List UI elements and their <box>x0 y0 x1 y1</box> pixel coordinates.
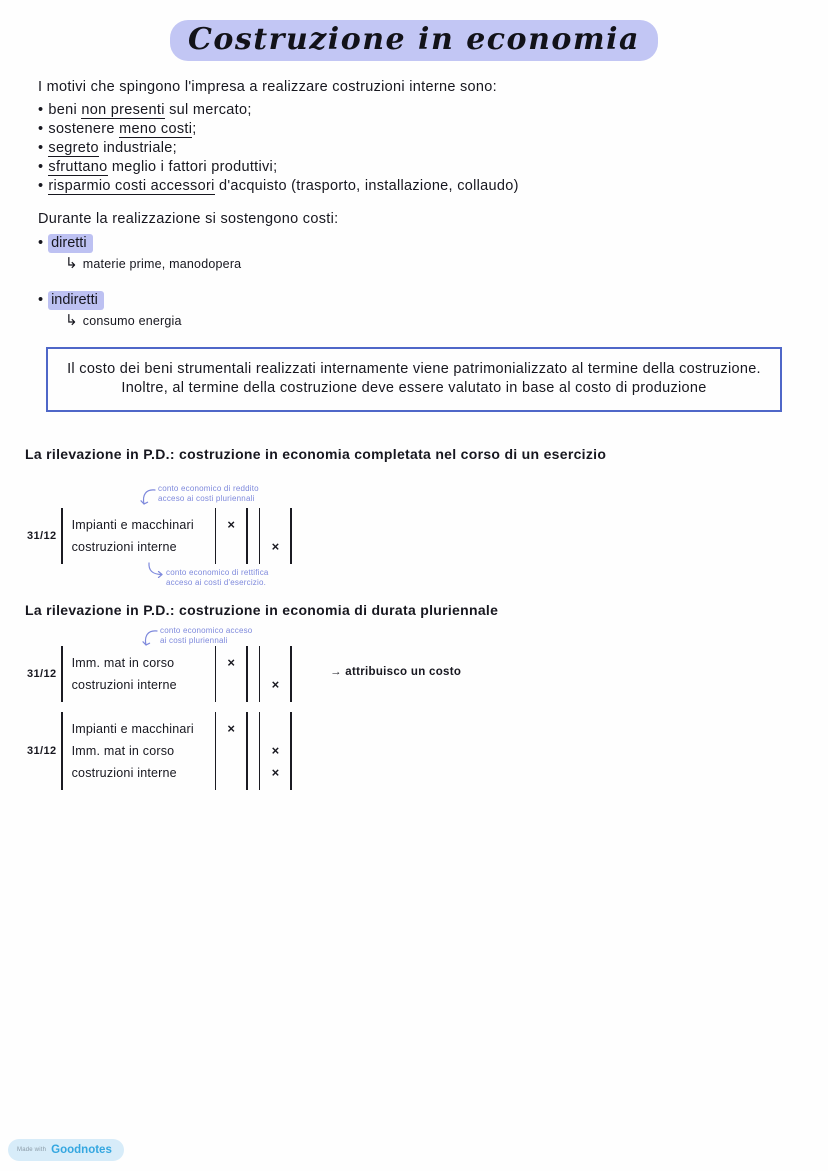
down-right-arrow-icon: ↳ <box>65 255 78 272</box>
bullet-dot: • <box>38 235 44 251</box>
bullet-text: d'acquisto (trasporto, installazione, collaudo) <box>214 178 519 194</box>
page-content <box>0 79 828 800</box>
highlight-label: diretti <box>48 234 92 253</box>
bullet-item <box>38 158 790 177</box>
annotation-top: conto economico acceso ai costi pluriennali <box>160 626 253 645</box>
cost-detail <box>65 254 790 272</box>
journal-vline <box>290 646 292 702</box>
journal-vline <box>290 508 292 564</box>
journal-accounts <box>63 712 215 790</box>
dare-column <box>216 712 246 790</box>
x-mark <box>260 718 290 740</box>
bullet-dot: • <box>38 159 44 175</box>
section-heading-multi-year: La rilevazione in P.D.: costruzione in economia di durata pluriennale <box>25 602 499 618</box>
underlined-text: sfruttano <box>48 159 108 175</box>
note-box: Il costo dei beni strumentali realizzati internamente viene patrimonializzato al termine della costruzione. Inoltre, al termine della costruzione deve essere valutato in base al costo di produzione <box>46 347 782 412</box>
journal-block-single-year <box>27 484 790 596</box>
journal-gap <box>248 508 259 564</box>
bullet-text: sostenere <box>48 121 120 137</box>
journal-gap <box>248 646 259 702</box>
account-row: Imm. mat in corso <box>71 744 175 758</box>
x-mark: × <box>271 765 280 780</box>
x-mark: × <box>271 677 280 692</box>
dare-column <box>216 646 246 702</box>
journal-date: 31/12 <box>27 668 57 680</box>
cost-detail-text: consumo energia <box>82 314 182 328</box>
goodnotes-brand: Goodnotes <box>51 1144 112 1156</box>
bullet-dot: • <box>38 292 44 308</box>
journal-block-multi-year-1 <box>27 626 790 708</box>
bullet-dot: • <box>38 178 44 194</box>
journal-accounts <box>63 646 215 702</box>
bullet-item <box>38 177 790 196</box>
underlined-text: non presenti <box>81 102 165 118</box>
cost-detail <box>65 311 790 329</box>
account-row: costruzioni interne <box>71 766 177 780</box>
annotation-bottom: conto economico di rettifica acceso ai costi d'esercizio. <box>166 568 269 587</box>
curved-arrow-icon <box>140 487 156 507</box>
page-title: Costruzione in economia <box>188 22 640 57</box>
account-row: costruzioni interne <box>71 540 177 554</box>
x-mark <box>216 762 246 784</box>
journal-entry <box>27 508 292 564</box>
journal-entry <box>27 646 292 702</box>
bullet-item <box>38 101 790 120</box>
underlined-text: risparmio costi accessori <box>48 178 215 194</box>
bullet-text: meglio i fattori produttivi; <box>107 159 278 175</box>
bullet-dot: • <box>38 121 44 137</box>
journal-date: 31/12 <box>27 745 57 757</box>
section-heading-single-year: La rilevazione in P.D.: costruzione in economia completata nel corso di un esercizio <box>25 446 607 462</box>
x-mark <box>216 674 246 696</box>
underlined-text: segreto <box>48 140 99 156</box>
x-mark: × <box>227 517 235 532</box>
avere-column <box>260 712 290 790</box>
bullet-text: beni <box>48 102 82 118</box>
x-mark <box>260 514 290 536</box>
x-mark: × <box>271 539 280 554</box>
journal-date: 31/12 <box>27 530 57 542</box>
account-row: Impianti e macchinari <box>71 722 194 736</box>
goodnotes-badge <box>8 1139 124 1161</box>
highlight-label: indiretti <box>48 291 104 310</box>
intro-bullets <box>38 101 790 196</box>
curved-arrow-icon <box>146 562 164 578</box>
bullet-text: industriale; <box>98 140 177 156</box>
x-mark: × <box>271 743 280 758</box>
x-mark <box>216 740 246 762</box>
costs-heading: Durante la realizzazione si sostengono costi: <box>38 211 339 227</box>
bullet-dot: • <box>38 102 44 118</box>
cost-type-indirect <box>38 292 790 308</box>
journal-accounts <box>63 508 215 564</box>
journal-vline <box>290 712 292 790</box>
cost-detail-text: materie prime, manodopera <box>82 257 242 271</box>
bullet-text: sul mercato; <box>164 102 252 118</box>
account-row: Imm. mat in corso <box>71 656 175 670</box>
made-with-label: Made with <box>17 1147 47 1153</box>
curved-arrow-icon <box>142 628 158 648</box>
account-row: Impianti e macchinari <box>71 518 194 532</box>
journal-gap <box>248 712 259 790</box>
dare-column <box>216 508 246 564</box>
bullet-dot: • <box>38 140 44 156</box>
avere-column <box>260 508 290 564</box>
bullet-item <box>38 139 790 158</box>
intro-heading: I motivi che spingono l'impresa a realizzare costruzioni interne sono: <box>38 79 497 95</box>
side-note: → attribuisco un costo <box>330 666 462 678</box>
title-row <box>0 0 828 61</box>
bullet-text: ; <box>192 121 197 137</box>
bullet-item <box>38 120 790 139</box>
x-mark: × <box>227 721 235 736</box>
journal-block-multi-year-2 <box>27 708 790 800</box>
account-row: costruzioni interne <box>71 678 177 692</box>
underlined-text: meno costi <box>119 121 193 137</box>
x-mark <box>260 652 290 674</box>
down-right-arrow-icon: ↳ <box>65 312 78 329</box>
journal-entry <box>27 712 292 790</box>
avere-column <box>260 646 290 702</box>
page-title-highlight <box>170 20 658 61</box>
x-mark: × <box>227 655 235 670</box>
x-mark <box>216 536 246 558</box>
annotation-top: conto economico di reddito acceso ai costi pluriennali <box>158 484 259 503</box>
cost-type-direct <box>38 235 790 251</box>
